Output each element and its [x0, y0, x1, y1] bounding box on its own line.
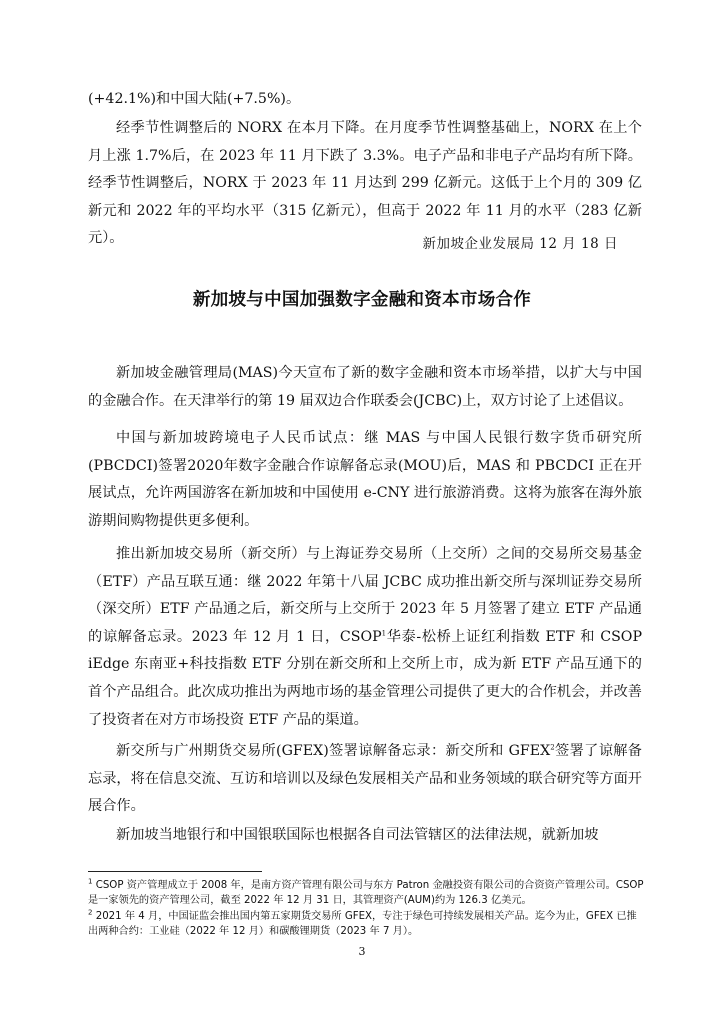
intro-tail-text: (+42.1%)和中国大陆(+7.5%)。 — [88, 91, 301, 107]
gfex-paragraph-part1: 新交所与广州期货交易所(GFEX)签署谅解备忘录：新交所和 GFEX — [116, 743, 551, 759]
footnote-divider — [88, 871, 262, 872]
bank-paragraph: 新加坡当地银行和中国银联国际也根据各自司法管辖区的法律法规，就新加坡 — [116, 827, 599, 843]
page-number: 3 — [358, 945, 366, 958]
footnote-ref-2: 2 — [550, 743, 555, 752]
footnote-1 — [88, 878, 644, 909]
gfex-paragraph-part2: 签署了谅解备忘录，将在信息交流、互访和培训以及绿色发展相关产品和业务领域的联合研究等方面开展合作。 — [88, 743, 642, 815]
signoff-line: 新加坡企业发展局 12 月 18 日 — [422, 236, 618, 252]
etf-paragraph — [88, 541, 642, 734]
footnote-2-marker: 2 — [88, 908, 93, 917]
article-heading: 新加坡与中国加强数字金融和资本市场合作 — [192, 290, 532, 310]
etf-paragraph-part2: 华泰-松桥上证红利指数 ETF 和 CSOP iEdge 东南亚+科技指数 ETF 分别在新交所和上交所上市，成为新 ETF 产品互通下的首个产品组合。此次成功推出为两地市场的基金管理公司提供了更大的合作机会，并改善了投资者在对方市场投资 ETF 产品的渠道。 — [88, 628, 642, 728]
mas-paragraph: 新加坡金融管理局(MAS)今天宣布了新的数字金融和资本市场举措，以扩大与中国的金融合作。在天津举行的第 19 届双边合作联委会(JCBC)上，双方讨论了上述倡议。 — [88, 365, 642, 409]
norx-paragraph: 经季节性调整后的 NORX 在本月下降。在月度季节性调整基础上，NORX 在上个月上涨 1.7%后，在 2023 年 11 月下跌了 3.3%。电子产品和非电子产品均有所下降。经季节性调整后，NORX 于 2023 年 11 月达到 299 亿新元。这低于上个月的 309 亿新元和 2022 年的平均水平（315 亿新元），但高于 2022 年 11 月的水平（283 亿新元）。 — [88, 120, 642, 247]
footnote-ref-1: 1 — [381, 629, 387, 638]
etf-paragraph-part1: 推出新加坡交易所（新交所）与上海证券交易所（上交所）之间的交易所交易基金（ETF）产品互联互通：继 2022 年第十八届 JCBC 成功推出新交所与深圳证券交易所（深交所）ETF 产品通之后，新交所与上交所于 2023 年 5 月签署了建立 ETF 产品通的谅解备忘录。2023 年 12 月 1 日，CSOP — [88, 546, 642, 645]
footnote-2-text: 2021 年 4 月，中国证监会推出国内第五家期货交易所 GFEX，专注于绿色可持续发展相关产品。迄今为止，GFEX 已推出两种合约：工业硅（2022 年 12 月）和碳酸锂期货（2023 年 7 月）。 — [88, 911, 637, 938]
footnote-1-text: CSOP 资产管理成立于 2008 年，是南方资产管理有限公司与东方 Patron 金融投资有限公司的合资资产管理公司。CSOP 是一家领先的资产管理公司，截至 2022 年 12 月 31 日，其管理资产(AUM)约为 126.3 亿美元。 — [88, 880, 644, 907]
gfex-paragraph — [88, 738, 642, 821]
footnote-2 — [88, 909, 644, 940]
footnote-1-marker: 1 — [88, 877, 93, 886]
ecny-paragraph: 中国与新加坡跨境电子人民币试点：继 MAS 与中国人民银行数字货币研究所(PBCDCI)签署2020年数字金融合作谅解备忘录(MOU)后，MAS 和 PBCDCI 正在开展试点，允许两国游客在新加坡和中国使用 e-CNY 进行旅游消费。这将为旅客在海外旅游期间购物提供更多便利。 — [88, 430, 642, 529]
